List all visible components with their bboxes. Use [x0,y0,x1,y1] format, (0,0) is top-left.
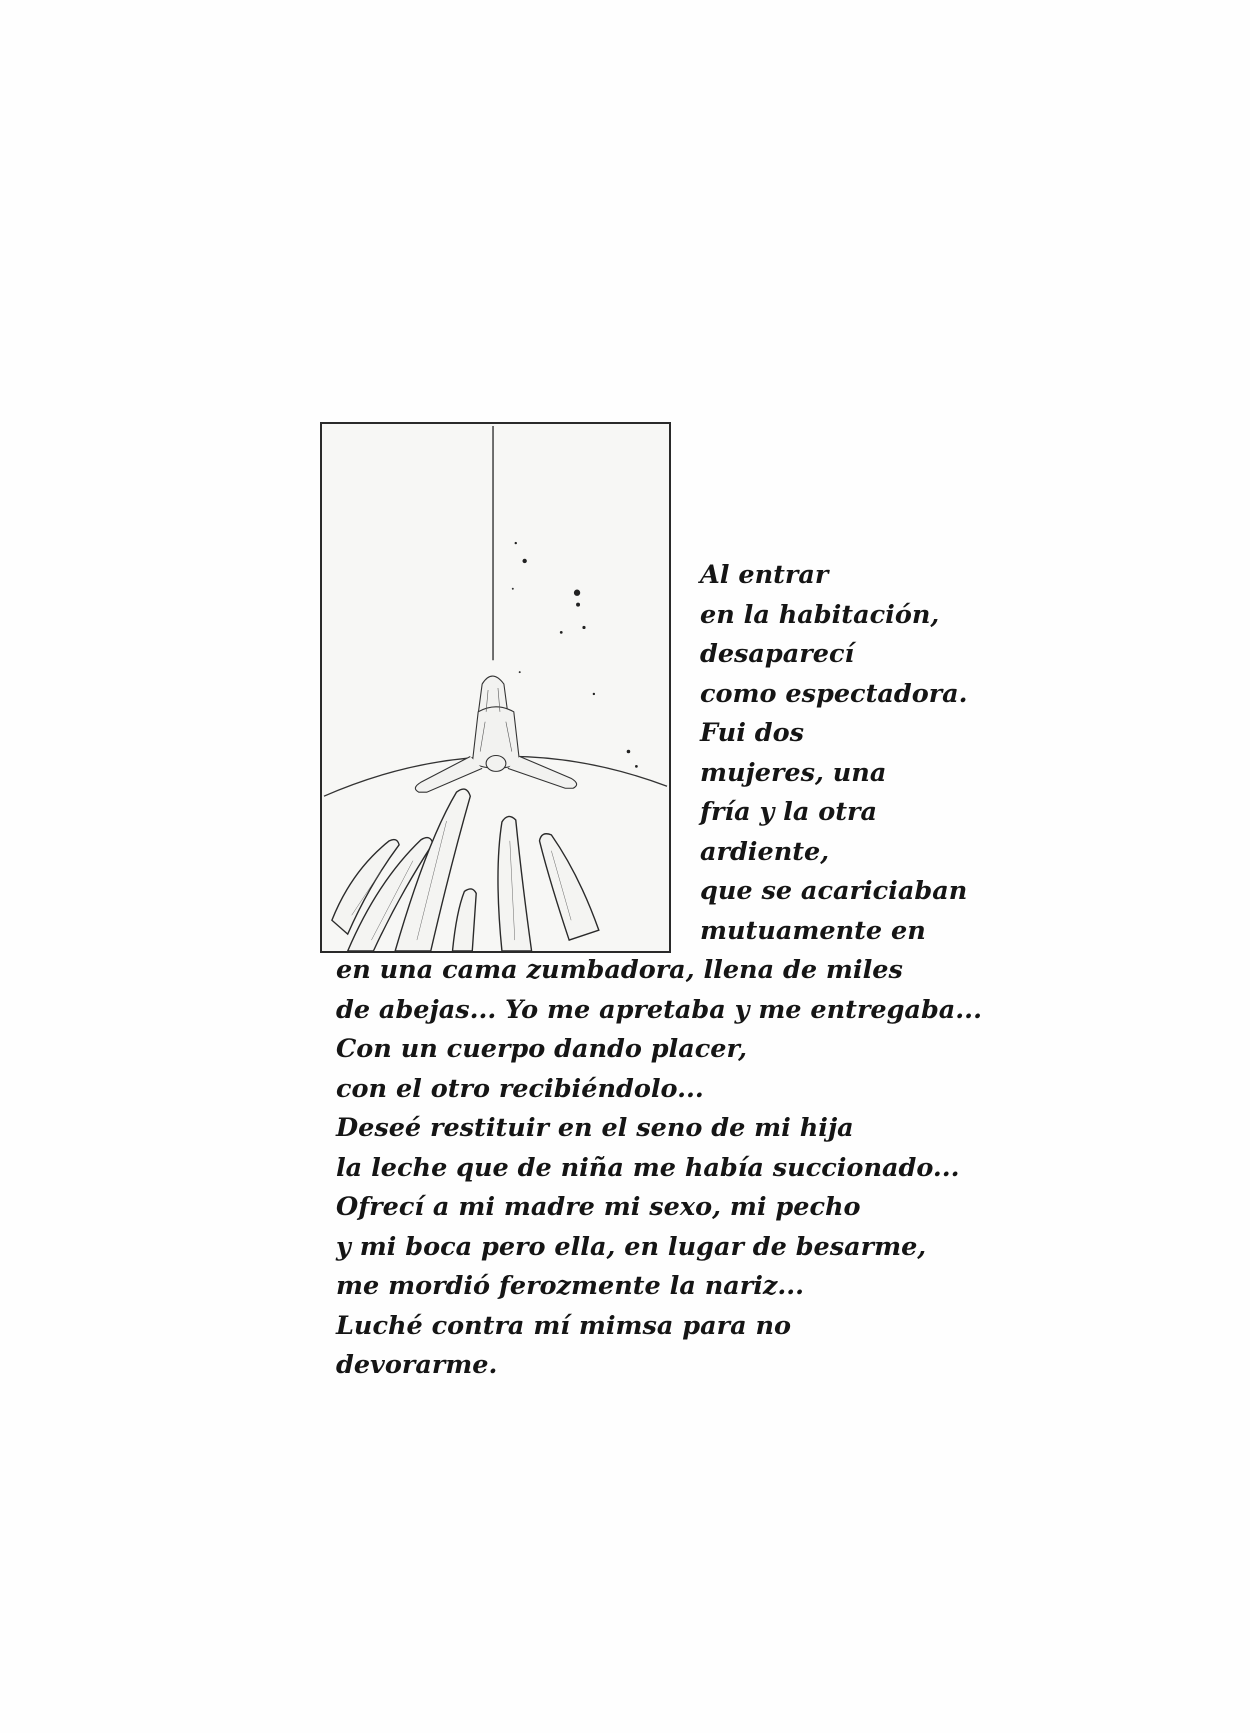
poem-line: Al entrar [700,560,829,590]
poem-line: mutuamente en [700,915,926,946]
poem-line: como espectadora. [700,678,968,709]
poem-line: Deseé restituir en el seno de mi hija [336,1113,854,1143]
poem-side-column [700,556,968,951]
illustration-panel [320,422,671,953]
poem-line: Fui dos [700,718,804,748]
poem-line: desaparecí [700,639,855,669]
poem-line: en la habitación, [700,599,940,630]
poem-bottom-block [336,951,982,1386]
poem-line: y mi boca pero ella, en lugar de besarme, [336,1231,927,1262]
poem-line: ardiente, [700,836,830,867]
poem-line: de abejas... Yo me apretaba y me entregaba... [336,994,982,1025]
poem-line: Con un cuerpo dando placer, [336,1034,747,1064]
poem-line: que se acariciaban [700,876,968,906]
poem-line: mujeres, una [700,757,887,788]
poem-line: fría y la otra [700,797,878,827]
poem-line: con el otro recibiéndolo... [336,1073,704,1104]
illustration-drawing [322,424,669,951]
poem-line: me mordió ferozmente la nariz... [336,1271,805,1301]
poem-line: Luché contra mí mimsa para no [336,1310,792,1341]
poem-line: la leche que de niña me había succionado... [336,1152,960,1183]
poem-line: Ofrecí a mi madre mi sexo, mi pecho [336,1192,861,1222]
poem-line: devorarme. [336,1350,498,1380]
poem-line: en una cama zumbadora, llena de miles [336,955,903,985]
